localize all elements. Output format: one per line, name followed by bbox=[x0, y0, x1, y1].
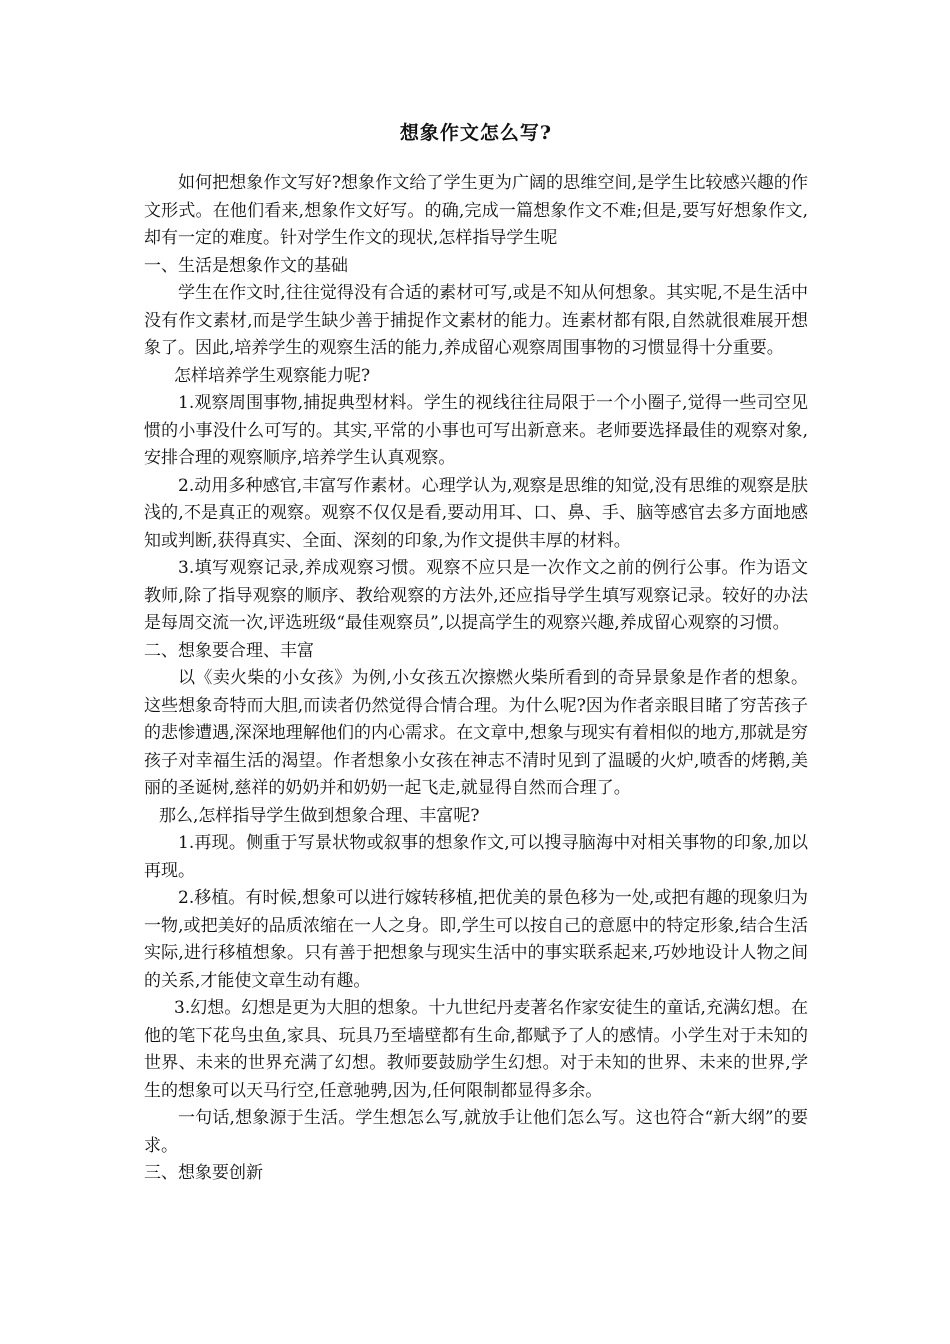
paragraph-10: 3.幻想。幻想是更为大胆的想象。十九世纪丹麦著名作家安徒生的童话,充满幻想。在他的笔下花鸟虫鱼,家具、玩具乃至墙壁都有生命,都赋予了人的感情。小学生对于未知的世界、未来的世界充满了幻想。教师要鼓励学生幻想。对于未知的世界、未来的世界,学生的想象可以天马行空,任意驰骋,因为,任何限制都显得多余。 bbox=[144, 998, 808, 1101]
paragraph-8: 1.再现。侧重于写景状物或叙事的想象作文,可以搜寻脑海中对相关事物的印象,加以再现。 bbox=[144, 833, 808, 881]
section-heading-1: 一、生活是想象作文的基础 bbox=[144, 255, 348, 276]
paragraph-intro: 如何把想象作文写好?想象作文给了学生更为广阔的思维空间,是学生比较感兴趣的作文形式。在他们看来,想象作文好写。的确,完成一篇想象作文不难;但是,要写好想象作文,却有一定的难度。针对学生作文的现状,怎样指导学生呢 bbox=[144, 173, 808, 248]
paragraph-4: 2.动用多种感官,丰富写作素材。心理学认为,观察是思维的知觉,没有思维的观察是肤浅的,不是真正的观察。观察不仅仅是看,要动用耳、口、鼻、手、脑等感官去多方面地感知或判断,获得真实、全面、深刻的印象,为作文提供丰厚的材料。 bbox=[144, 475, 808, 551]
paragraph-11: 一句话,想象源于生活。学生想怎么写,就放手让他们怎么写。这也符合“新大纲”的要求。 bbox=[144, 1108, 808, 1156]
document-title: 想象作文怎么写? bbox=[399, 122, 553, 144]
section-heading-3: 三、想象要创新 bbox=[144, 1163, 263, 1183]
paragraph-3: 1.观察周围事物,捕捉典型材料。学生的视线往往局限于一个小圈子,觉得一些司空见惯的小事没什么可写的。其实,平常的小事也可写出新意来。老师要选择最佳的观察对象,安排合理的观察顺序,培养学生认真观察。 bbox=[144, 393, 808, 468]
paragraph-6: 以《卖火柴的小女孩》为例,小女孩五次擦燃火柴所看到的奇异景象是作者的想象。这些想象奇特而大胆,而读者仍然觉得合情合理。为什么呢?因为作者亲眼目睹了穷苦孩子的悲惨遭遇,深深地理解他们的内心需求。在文章中,想象与现实有着相似的地方,那就是穷孩子对幸福生活的渴望。作者想象小女孩在神志不清时见到了温暖的火炉,喷香的烤鹅,美丽的圣诞树,慈祥的奶奶并和奶奶一起飞走,就显得自然而合理了。 bbox=[144, 668, 808, 798]
paragraph-1: 学生在作文时,往往觉得没有合适的素材可写,或是不知从何想象。其实呢,不是生活中没有作文素材,而是学生缺少善于捕捉作文素材的能力。连素材都有限,自然就很难展开想象了。因此,培养学生的观察生活的能力,养成留心观察周围事物的习惯显得十分重要。 bbox=[144, 283, 808, 358]
paragraph-2: 怎样培养学生观察能力呢? bbox=[174, 365, 371, 386]
paragraph-5: 3.填写观察记录,养成观察习惯。观察不应只是一次作文之前的例行公事。作为语文教师,除了指导观察的顺序、教给观察的方法外,还应指导学生填写观察记录。较好的办法是每周交流一次,评选班级“最佳观察员”,以提高学生的观察兴趣,养成留心观察的习惯。 bbox=[144, 558, 808, 633]
document-page bbox=[144, 118, 808, 1188]
paragraph-9: 2.移植。有时候,想象可以进行嫁转移植,把优美的景色移为一处,或把有趣的现象归为一物,或把美好的品质浓缩在一人之身。即,学生可以按自己的意愿中的特定形象,结合生活实际,进行移植想象。只有善于把想象与现实生活中的事实联系起来,巧妙地设计人物之间的关系,才能使文章生动有趣。 bbox=[144, 888, 808, 991]
paragraph-7: 那么,怎样指导学生做到想象合理、丰富呢? bbox=[159, 805, 480, 826]
section-heading-2: 二、想象要合理、丰富 bbox=[144, 640, 314, 661]
